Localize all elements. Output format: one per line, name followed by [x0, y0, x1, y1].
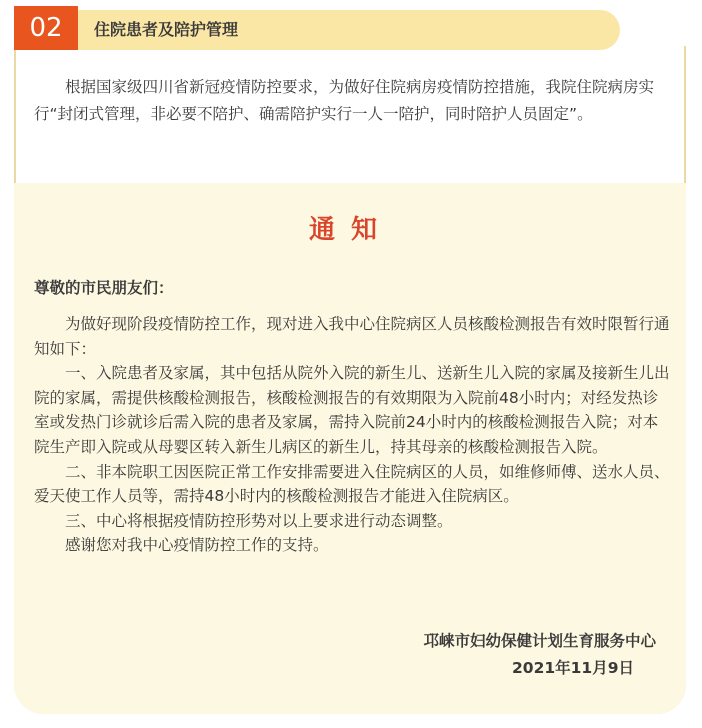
notice-paragraph-item-3: 三、中心将根据疫情防控形势对以上要求进行动态调整。 — [65, 511, 453, 530]
section-number-badge: 02 — [14, 6, 78, 50]
notice-paragraph-item-2: 二、非本院职工因医院正常工作安排需要进入住院病区的人员，如维修师傅、送水人员、爱天使工作人员等，需持48小时内的核酸检测报告才能进入住院病区。 — [34, 462, 670, 506]
notice-greeting: 尊敬的市民朋友们： — [34, 279, 174, 297]
notice-body — [34, 312, 670, 558]
intro-paragraph: 根据国家级四川省新冠疫情防控要求，为做好住院病房疫情防控措施，我院住院病房实行“封闭式管理，非必要不陪护、确需陪护实行一人一陪护，同时陪护人员固定”。 — [34, 78, 655, 123]
notice-title: 通知 — [308, 215, 393, 245]
notice-paragraph-thanks: 感谢您对我中心疫情防控工作的支持。 — [65, 536, 329, 555]
notice-signature-block — [423, 628, 656, 682]
notice-paragraph-item-1: 一、入院患者及家属，其中包括从院外入院的新生儿、送新生儿入院的家属及接新生儿出院的家属，需提供核酸检测报告，核酸检测报告的有效期限为入院前48小时内；对经发热诊室或发热门诊就诊后需入院的患者及家属，需持入院前24小时内的核酸检测报告入院；对本院生产即入院或从母婴区转入新生儿病区的新生儿，持其母亲的核酸检测报告入院。 — [34, 364, 670, 456]
notice-date: 2021年11月9日 — [512, 659, 634, 677]
section-title: 住院患者及陪护管理 — [94, 20, 239, 39]
notice-signature: 邛崃市妇幼保健计划生育服务中心 — [423, 632, 656, 650]
notice-paragraph-intro: 为做好现阶段疫情防控工作，现对进入我中心住院病区人员核酸检测报告有效时限暂行通知如下： — [34, 315, 670, 358]
